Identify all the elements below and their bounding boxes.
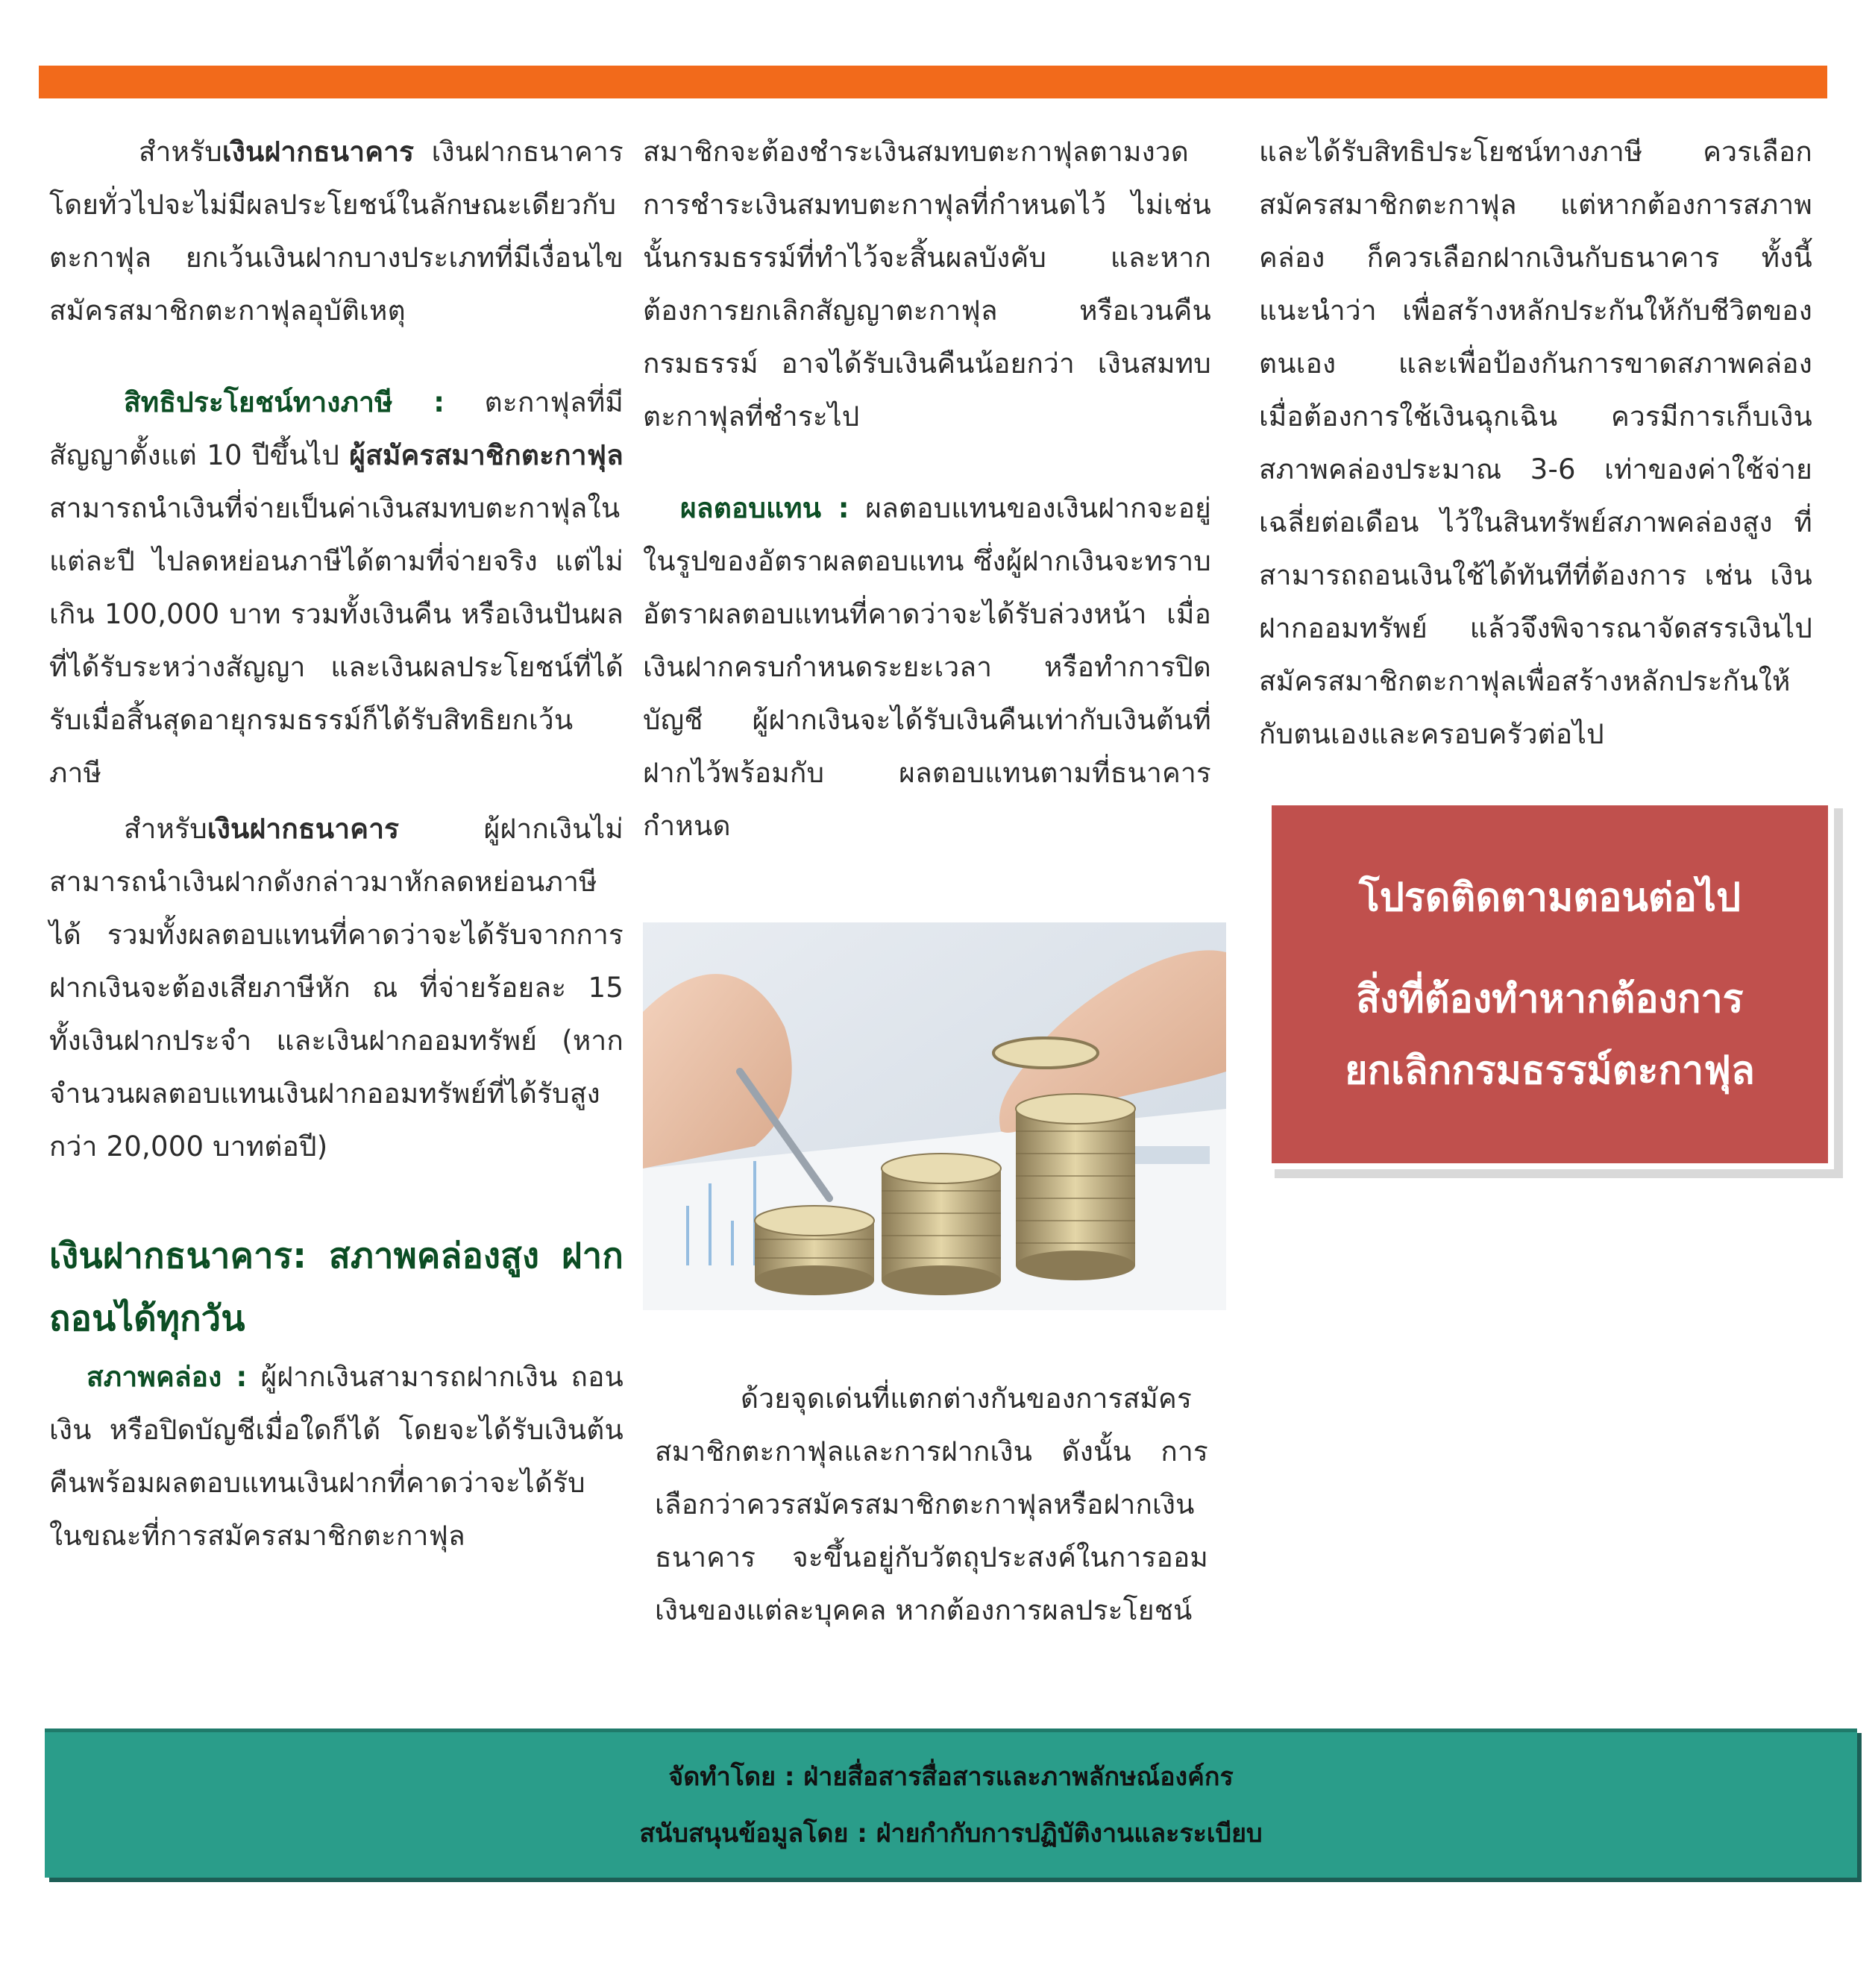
column-2 [643,125,1211,852]
credits-footer [45,1729,1857,1878]
paragraph-liquidity: สภาพคล่อง : ผู้ฝากเงินสามารถฝากเงิน ถอนเงิน หรือปิดบัญชีเมื่อใดก็ได้ โดยจะได้รับเงินต้นคืนพร้อมผลตอบแทนเงินฝากที่คาดว่าจะได้รับ ในขณะที่การสมัครสมาชิกตะกาฟุล [49,1361,624,1552]
paragraph-tax-benefit: สิทธิประโยชน์ทางภาษี : ตะกาฟุลที่มีสัญญาตั้งแต่ 10 ปีขึ้นไป ผู้สมัครสมาชิกตะกาฟุล สามารถนำเงินที่จ่ายเป็นค่าเงินสมทบตะกาฟุลในแต่ละปี ไปลดหย่อนภาษีได้ตามที่จ่ายจริง แต่ไม่เกิน 100,000 บาท รวมทั้งเงินคืน หรือเงินปันผลที่ได้รับระหว่างสัญญา และเงินผลประโยชน์ที่ได้รับเมื่อสิ้นสุดอายุกรมธรรม์ก็ได้รับสิทธิยกเว้นภาษี [49,386,624,789]
coin-stack-small [755,1206,874,1295]
top-accent-bar [39,66,1827,98]
callout-line-3: ยกเลิกกรมธรรม์ตะกาฟุล [1345,1048,1755,1093]
coin-stack-medium [882,1154,1001,1295]
column-3 [1259,125,1812,761]
callout-line-2: สิ่งที่ต้องทำหากต้องการ [1356,977,1744,1022]
tax-benefit-label: สิทธิประโยชน์ทางภาษี : [124,386,445,418]
liquidity-label: สภาพคล่อง : [87,1361,248,1393]
callout-line-1: โปรดติดตามตอนต่อไป [1358,875,1741,920]
coin-stack-tall [1016,1094,1135,1280]
next-episode-callout [1266,799,1843,1178]
paragraph-recommendation: และได้รับสิทธิประโยชน์ทางภาษี ควรเลือกสมัครสมาชิกตะกาฟุล แต่หากต้องการสภาพคล่อง ก็ควรเลือกฝากเงินกับธนาคาร ทั้งนี้แนะนำว่า เพื่อสร้างหลักประกันให้กับชีวิตของตนเอง และเพื่อป้องกันการขาดสภาพคล่อง เมื่อต้องการใช้เงินฉุกเฉิน ควรมีการเก็บเงินสภาพคล่องประมาณ 3-6 เท่าของค่าใช้จ่ายเฉลี่ยต่อเดือน ไว้ในสินทรัพย์สภาพคล่องสูง ที่สามารถถอนเงินใช้ได้ทันทีที่ต้องการ เช่น เงินฝากออมทรัพย์ แล้วจึงพิจารณาจัดสรรเงินไปสมัครสมาชิกตะกาฟุลเพื่อสร้างหลักประกันให้กับตนเองและครอบครัวต่อไป [1259,136,1812,750]
returns-label: ผลตอบแทน : [680,492,849,524]
column-1 [49,125,624,1562]
section-heading-liquidity: เงินฝากธนาคาร: สภาพคล่องสูง ฝากถอนได้ทุกวัน [49,1236,624,1339]
paragraph-conclusion: ด้วยจุดเด่นที่แตกต่างกันของการสมัครสมาชิกตะกาฟุลและการฝากเงิน ดังนั้น การเลือกว่าควรสมัครสมาชิกตะกาฟุลหรือฝากเงินธนาคาร จะขึ้นอยู่กับวัตถุประสงค์ในการออมเงินของแต่ละบุคคล หากต้องการผลประโยชน์ [655,1383,1208,1626]
paragraph-deposit-benefit: สำหรับเงินฝากธนาคาร เงินฝากธนาคาร โดยทั่วไปจะไม่มีผลประโยชน์ในลักษณะเดียวกับตะกาฟุล ยกเว้นเงินฝากบางประเภทที่มีเงื่อนไขสมัครสมาชิกตะกาฟุลอุบัติเหตุ [49,136,624,327]
coins-photo [643,922,1226,1310]
credits-produced-by: จัดทำโดย : ฝ่ายสื่อสารสื่อสารและภาพลักษณ์องค์กร [668,1761,1234,1792]
paragraph-contribution: สมาชิกจะต้องชำระเงินสมทบตะกาฟุลตามงวดการชำระเงินสมทบตะกาฟุลที่กำหนดไว้ ไม่เช่นนั้นกรมธรรม์ที่ทำไว้จะสิ้นผลบังคับ และหากต้องการยกเลิกสัญญาตะกาฟุล หรือเวนคืนกรมธรรม์ อาจได้รับเงินคืนน้อยกว่า เงินสมทบตะกาฟุลที่ชำระไป [643,136,1211,432]
coins-stack-illustration [643,922,1226,1310]
column-2-lower [655,1372,1208,1637]
credits-data-support: สนับสนุนข้อมูลโดย : ฝ่ายกำกับการปฏิบัติงานและระเบียบ [639,1818,1263,1849]
paragraph-deposit-tax: สำหรับเงินฝากธนาคาร ผู้ฝากเงินไม่สามารถนำเงินฝากดังกล่าวมาหักลดหย่อนภาษีได้ รวมทั้งผลตอบแทนที่คาดว่าจะได้รับจากการฝากเงินจะต้องเสียภาษีหัก ณ ที่จ่ายร้อยละ 15 ทั้งเงินฝากประจำ และเงินฝากออมทรัพย์ (หากจำนวนผลตอบแทนเงินฝากออมทรัพย์ที่ได้รับสูงกว่า 20,000 บาทต่อปี) [49,813,624,1163]
paragraph-returns: ผลตอบแทน : ผลตอบแทนของเงินฝากจะอยู่ในรูปของอัตราผลตอบแทน ซึ่งผู้ฝากเงินจะทราบอัตราผลตอบแทนที่คาดว่าจะได้รับล่วงหน้า เมื่อเงินฝากครบกำหนดระยะเวลา หรือทำการปิดบัญชี ผู้ฝากเงินจะได้รับเงินคืนเท่ากับเงินต้นที่ฝากไว้พร้อมกับ ผลตอบแทนตามที่ธนาคารกำหนด [643,492,1211,842]
